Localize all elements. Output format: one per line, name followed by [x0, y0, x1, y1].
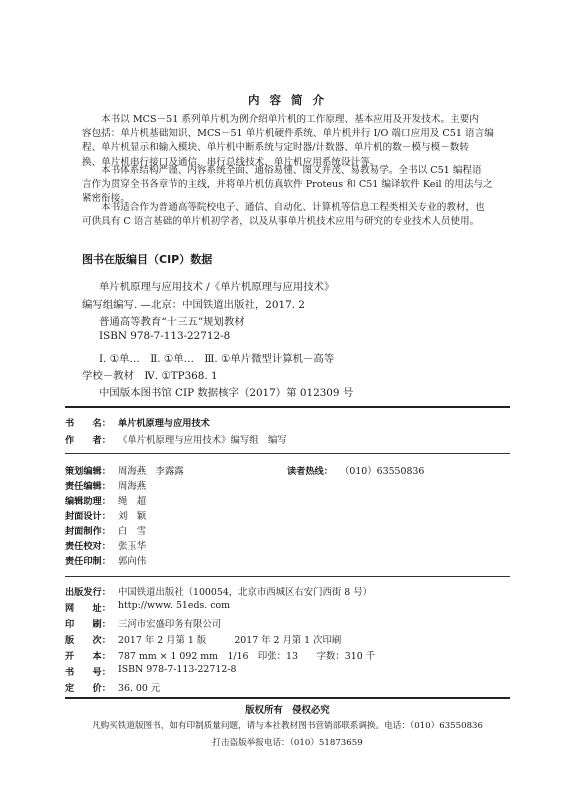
quality-notice: 凡购买铁道版图书，如有印制质量问题，请与本社教材图书营销部联系调换。电话：（010）63550836 [91, 721, 483, 731]
copyright-notice: 版权所有 侵权必究 [245, 705, 330, 716]
cip-line: ISBN 978-7-113-22712-8 [99, 330, 231, 342]
cip-line: 学校－教材 Ⅳ. ①TP368. 1 [82, 370, 218, 382]
text-line: 可供具有 C 语言基础的单片机初学者，以及从事单片机技术应用与研究的专业技术人员使用。 [82, 216, 480, 228]
text-line: 程、单片机显示和输入模块、单片机中断系统与定时器/计数器、单片机的数－模与模－数转 [82, 142, 469, 154]
divider [65, 576, 510, 577]
cip-line: 中国版本图书馆 CIP 数据核字（2017）第 012309 号 [99, 387, 354, 399]
staff-value: 郭向伟 [118, 556, 147, 567]
text-line: 本书体系结构严谨、内容系统全面、通俗易懂、图文并茂、易教易学。全书以 C51 编程语 [101, 165, 482, 176]
isbn-label: 书 号： [65, 667, 111, 678]
cip-line: Ⅰ. ①单… Ⅱ. ①单… Ⅲ. ①单片微型计算机－高等 [99, 353, 335, 365]
text-line: 容包括：单片机基础知识、MCS－51 单片机硬件系统、单片机并行 I/O 端口应用及 C51 语言编 [82, 128, 494, 140]
text-line: 本书以 MCS－51 系列单片机为例介绍单片机的工作原理、基本应用及开发技术。主要内 [101, 114, 479, 125]
isbn-value: ISBN 978-7-113-22712-8 [118, 664, 237, 675]
staff-value: 张玉华 [118, 541, 147, 552]
edition-value: 2017 年 2 月第 1 版 2017 年 2 月第 1 次印刷 [118, 635, 342, 646]
printer-label: 印 刷： [65, 619, 111, 630]
website-label: 网 址： [65, 603, 111, 614]
format-value: 787 mm × 1 092 mm 1/16 印张：13 字数：310 千 [118, 651, 376, 662]
divider [65, 697, 510, 699]
publisher-label: 出版发行： [65, 587, 111, 598]
staff-value: 刘 颖 [118, 511, 147, 522]
edition-label: 版 次： [65, 635, 111, 646]
format-label: 开 本： [65, 651, 111, 662]
hotline-label: 读者热线： [287, 466, 333, 477]
cip-heading: 图书在版编目（CIP）数据 [82, 253, 213, 266]
author-label: 作 者： [65, 435, 111, 446]
book-title-label: 书 名： [65, 418, 111, 429]
summary-paragraph-3 [82, 201, 502, 229]
staff-label: 责任编辑： [65, 481, 111, 492]
staff-value: 周海燕 [118, 481, 147, 492]
hotline-value: （010）63550836 [340, 466, 425, 477]
staff-label: 策划编辑： [65, 466, 111, 477]
staff-label: 封面制作： [65, 526, 111, 537]
price-value: 36. 00 元 [118, 683, 161, 694]
staff-label: 编辑助理： [65, 496, 111, 507]
piracy-hotline: 打击盗版举报电话：（010）51873659 [212, 738, 363, 748]
staff-label: 责任印制： [65, 556, 111, 567]
divider [65, 453, 510, 454]
staff-value: 绳 超 [118, 496, 147, 507]
text-line: 本书适合作为普通高等院校电子、通信、自动化、计算机等信息工程类相关专业的教材，也 [101, 202, 485, 213]
printer-value: 三河市宏盛印务有限公司 [118, 619, 222, 630]
staff-value: 周海燕 李露露 [118, 466, 184, 477]
staff-label: 责任校对： [65, 541, 111, 552]
price-label: 定 价： [65, 683, 111, 694]
summary-title: 内 容 简 介 [247, 93, 327, 107]
author-value: 《单片机原理与应用技术》编写组 编写 [118, 435, 287, 446]
book-title-value: 单片机原理与应用技术 [118, 418, 210, 429]
cip-line: 单片机原理与应用技术 /《单片机原理与应用技术》 [99, 281, 335, 293]
cip-line: 编写组编写. —北京：中国铁道出版社，2017. 2 [82, 299, 305, 311]
divider [65, 406, 510, 408]
cip-line: 普通高等教育“十三五”规划教材 [99, 316, 245, 328]
text-line: 换、单片机串行接口及通信、串行总线技术、单片机应用系统设计等。 [82, 156, 380, 168]
text-line: 紧密衔接。 [82, 193, 130, 205]
publisher-value: 中国铁道出版社（100054，北京市西城区右安门西街 8 号） [118, 587, 372, 598]
website-value: http://www. 51eds. com [118, 600, 231, 611]
staff-label: 封面设计： [65, 511, 111, 522]
summary-paragraph-1 [82, 113, 502, 170]
staff-value: 白 雪 [118, 526, 147, 537]
text-line: 言作为贯穿全书各章节的主线，并将单片机仿真软件 Proteus 和 C51 编译软件 Keil 的用法与之 [82, 179, 493, 191]
